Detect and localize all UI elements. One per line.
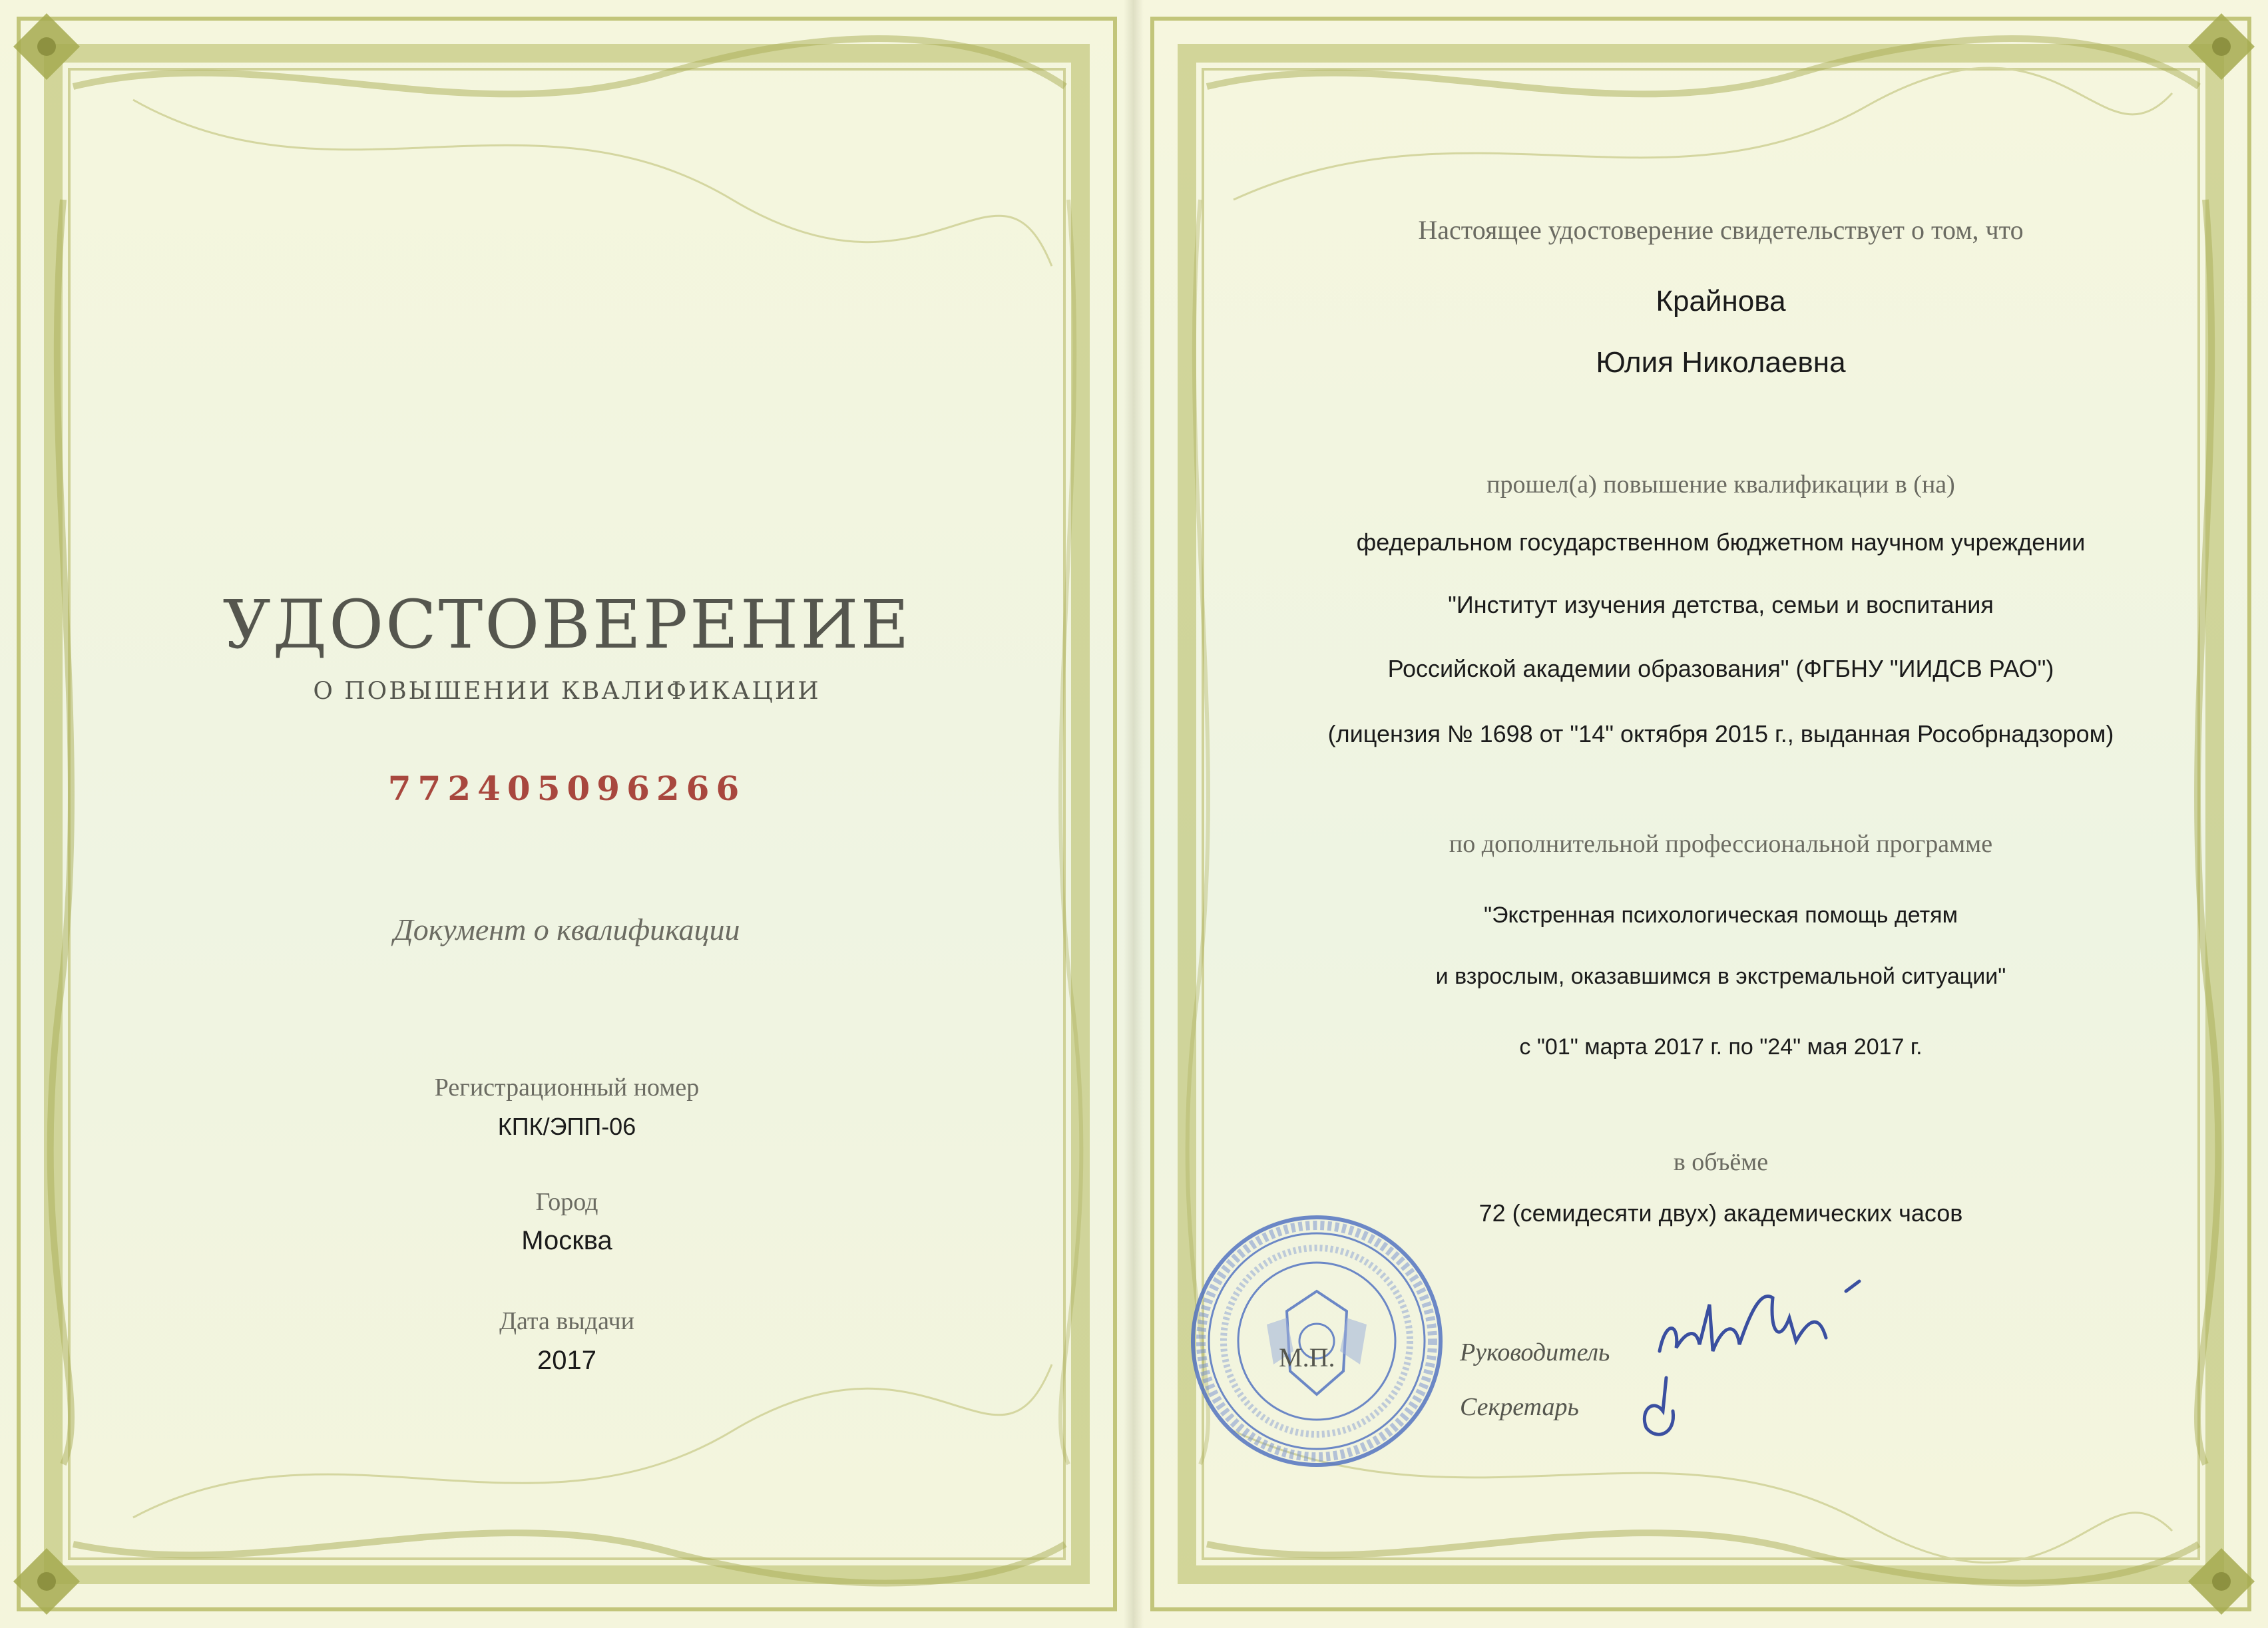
head-signature	[1646, 1278, 1873, 1378]
program-line-1: "Экстренная психологическая помощь детям	[1484, 903, 1958, 928]
certificate-subtitle: О ПОВЫШЕНИИ КВАЛИФИКАЦИИ	[313, 678, 821, 705]
certificate-title: УДОСТОВЕРЕНИЕ	[222, 586, 911, 664]
official-seal	[1187, 1211, 1447, 1471]
license-text: (лицензия № 1698 от "14" октября 2015 г., выданная Рособрнадзором)	[1327, 720, 2114, 747]
volume-value: 72 (семидесяти двух) академических часов	[1478, 1199, 1963, 1227]
registration-label: Регистрационный номер	[434, 1074, 700, 1102]
training-period: с "01" марта 2017 г. по "24" мая 2017 г.	[1519, 1034, 1923, 1060]
institution-line-3: Российской академии образования" (ФГБНУ "ИИДСВ РАО")	[1387, 655, 2054, 682]
completed-text: прошел(а) повышение квалификации в (на)	[1486, 471, 1955, 499]
book-fold	[1124, 0, 1144, 1628]
right-page	[1134, 0, 2268, 1628]
document-type: Документ о квалификации	[393, 913, 740, 946]
certificate-number: 772405096266	[387, 769, 746, 808]
program-line-2: и взрослым, оказавшимся в экстремальной ситуации"	[1435, 964, 2006, 989]
stamp-place-label: М.П.	[1279, 1342, 1335, 1372]
registration-number: КПК/ЭПП-06	[497, 1113, 636, 1140]
recipient-last-name: Крайнова	[1656, 285, 1786, 317]
city-value: Москва	[521, 1226, 612, 1255]
issue-date-label: Дата выдачи	[499, 1307, 634, 1335]
secretary-label: Секретарь	[1460, 1393, 1579, 1421]
head-label: Руководитель	[1460, 1338, 1610, 1366]
recipient-first-middle-name: Юлия Николаевна	[1596, 346, 1846, 379]
issue-date-value: 2017	[537, 1346, 596, 1375]
volume-label: в объёме	[1673, 1148, 1769, 1176]
intro-text: Настоящее удостоверение свидетельствует о том, что	[1418, 215, 2024, 245]
secretary-signature	[1626, 1371, 1706, 1451]
institution-line-2: "Институт изучения детства, семьи и воспитания	[1448, 591, 1994, 618]
program-label: по дополнительной профессиональной программе	[1449, 830, 1993, 858]
city-label: Город	[535, 1188, 598, 1216]
institution-line-1: федеральном государственном бюджетном научном учреждении	[1356, 528, 2086, 556]
